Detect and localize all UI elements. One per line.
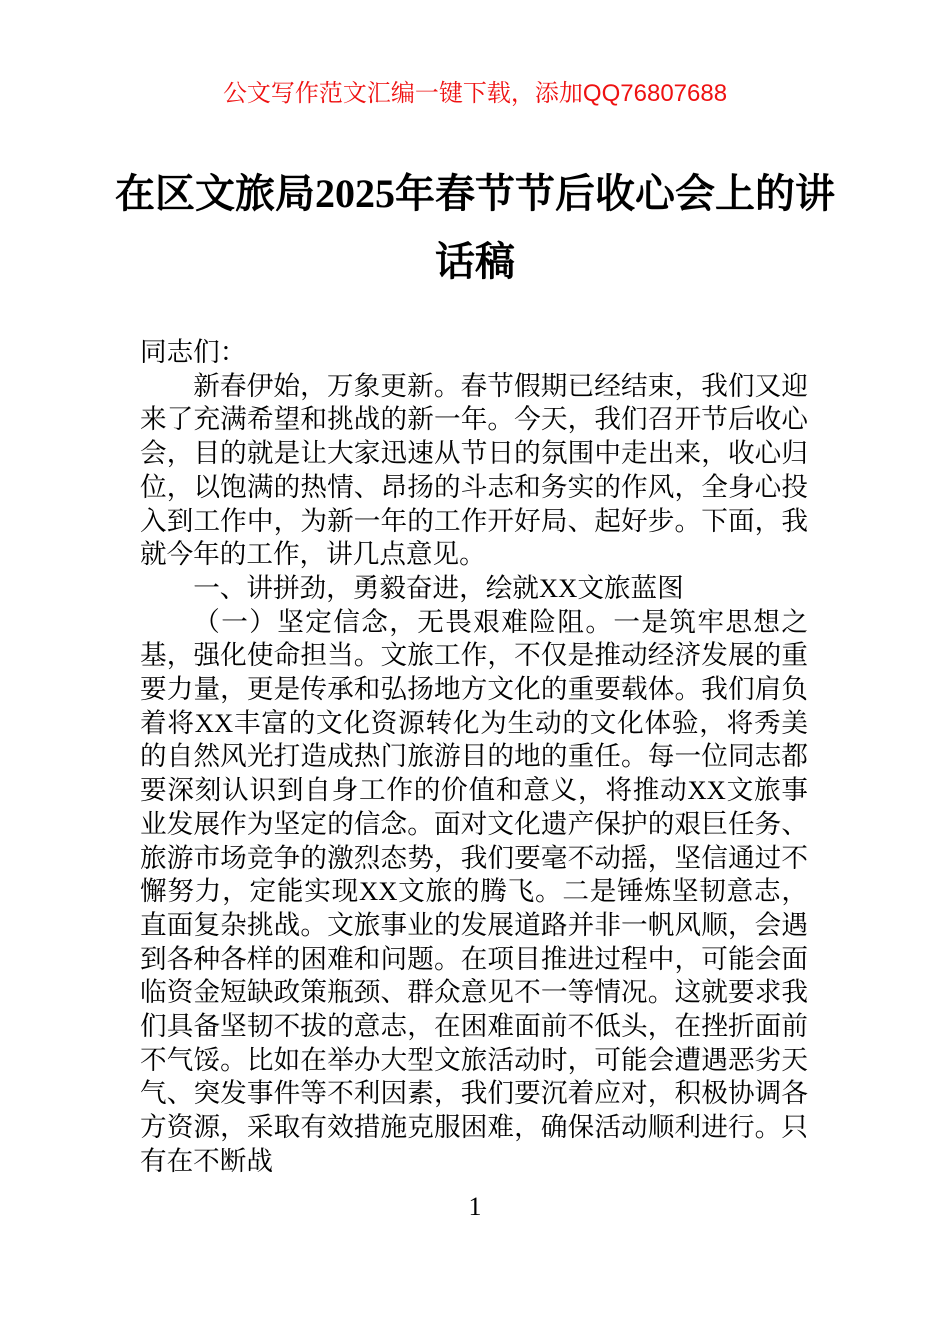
paragraph-intro: 新春伊始，万象更新。春节假期已经结束，我们又迎来了充满希望和挑战的新一年。今天，我们召开节后收心会，目的就是让大家迅速从节日的氛围中走出来，收心归位，以饱满的热情、昂扬的斗志和务实的作风，全身心投入到工作中，为新一年的工作开好局、起好步。下面，我就今年的工作，讲几点意见。 <box>140 370 808 570</box>
title-line-1: 在区文旅局2025年春节节后收心会上的讲 <box>115 171 835 216</box>
salutation: 同志们： <box>140 337 247 367</box>
document-body <box>140 336 808 1179</box>
document-title <box>70 160 880 296</box>
page-number: 1 <box>468 1192 482 1221</box>
paragraph-section-1: （一）坚定信念，无畏艰难险阻。一是筑牢思想之基，强化使命担当。文旅工作，不仅是推动经济发展的重要力量，更是传承和弘扬地方文化的重要载体。我们肩负着将XX丰富的文化资源转化为生动的文化体验，将秀美的自然风光打造成热门旅游目的地的重任。每一位同志都要深刻认识到自身工作的价值和意义，将推动XX文旅事业发展作为坚定的信念。面对文化遗产保护的艰巨任务、旅游市场竞争的激烈态势，我们要毫不动摇，坚信通过不懈努力，定能实现XX文旅的腾飞。二是锤炼坚韧意志，直面复杂挑战。文旅事业的发展道路并非一帆风顺，会遇到各种各样的困难和问题。在项目推进过程中，可能会面临资金短缺政策瓶颈、群众意见不一等情况。这就要求我们具备坚韧不拔的意志，在困难面前不低头，在挫折面前不气馁。比如在举办大型文旅活动时，可能会遭遇恶劣天气、突发事件等不利因素，我们要沉着应对，积极协调各方资源，采取有效措施克服困难，确保活动顺利进行。只有在不断战 <box>140 606 808 1176</box>
section-heading-1: 一、讲拼劲，勇毅奋进，绘就XX文旅蓝图 <box>193 572 684 603</box>
title-line-2: 话稿 <box>435 239 515 284</box>
promo-banner: 公文写作范文汇编一键下载，添加QQ76807688 <box>222 80 728 107</box>
